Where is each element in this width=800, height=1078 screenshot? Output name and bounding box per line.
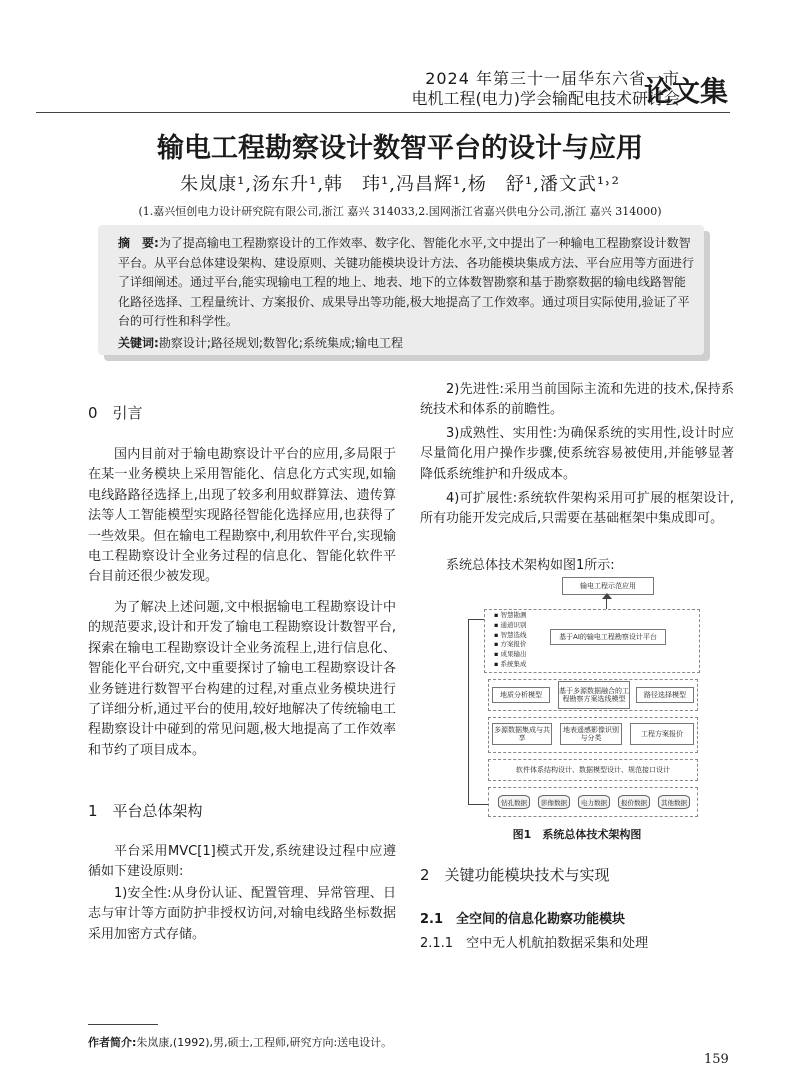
fig-data-source-quote: 报价数据 [618, 795, 650, 809]
fig-data-source-other: 其他数据 [658, 795, 690, 809]
fig-data-source-drill: 钻孔数据 [498, 795, 530, 809]
abstract-label: 摘 要: [118, 236, 159, 250]
page-number: 159 [704, 1052, 729, 1067]
section-0-paragraph-2: 为了解决上述问题,文中根据输电工程勘察设计中的规范要求,设计和开发了输电工程勘察设计数智平台,探索在输电工程勘察设计全业务流程上,进行信息化、智能化平台研究,文中重要探讨了输电工程勘察设计各业务链进行数智平台构建的过程,对重点业务模块进行了详细分析,通过平台的使用,较好地解决了传统输电工程勘察设计中碰到的常见问题,极大地提高了工作效率和节约了项目成本。 [88, 600, 396, 758]
principle-advanced: 2)先进性:采用当前国际主流和先进的技术,保持系统技术和体系的前瞻性。 [420, 382, 734, 418]
section-2-1-heading: 2.1 全空间的信息化勘察功能模块 [420, 912, 626, 927]
fig-bullet-item: ▪ 智慧勘测 [494, 611, 527, 619]
fig-bullet-item: ▪ 智慧选线 [494, 630, 527, 639]
figure-1-caption: 图1 系统总体技术架构图 [512, 828, 642, 841]
fig-arrow-up-icon [602, 593, 612, 599]
fig-image-classification: 地表遥感影像识别与分类 [560, 723, 622, 745]
footnote-text: 朱岚康,(1992),男,硕士,工程师,研究方向:送电设计。 [136, 1036, 393, 1049]
footnote-label: 作者简介: [88, 1036, 137, 1049]
fig-bullet-item: ▪ 系统集成 [494, 659, 527, 668]
footnote [88, 1034, 392, 1050]
paper-title: 输电工程勘察设计数智平台的设计与应用 [157, 133, 643, 164]
fig-design-text: 软件体系结构设计、数据模型设计、规范接口设计 [516, 766, 670, 774]
keywords [118, 334, 694, 351]
fig-path-model: 路径选择模型 [636, 687, 694, 703]
figure-1-architecture [460, 575, 700, 820]
header-conference-line1: 2024 年第三十一届华东六省一市 [425, 69, 680, 88]
fig-data-source-image: 影像数据 [538, 795, 570, 809]
abstract-text: 为了提高输电工程勘察设计的工作效率、数字化、智能化水平,文中提出了一种输电工程勘察设计数智平台。从平台总体建设架构、建设原则、关键功能模块设计方法、各功能模块集成方法、平台应用等方面进行了详细阐述。通过平台,能实现输电工程的地上、地表、地下的立体数智勘察和基于勘察数据的输电线路智能化路径选择、工程量统计、方案报价、成果导出等功能,极大地提高了工作效率。通过项目实际使用,验证了平台的可行性和科学性。 [118, 236, 695, 329]
fig-route-fusion-model: 基于多源数据融合的工程勘察方案选线模型 [558, 681, 630, 709]
paper-affiliation: (1.嘉兴恒创电力设计研究院有限公司,浙江 嘉兴 314033,2.国网浙江省嘉兴供电分公司,浙江 嘉兴 314000) [138, 205, 662, 218]
fig-bullet-item: ▪ 方案报价 [494, 640, 527, 649]
paper-authors: 朱岚康¹,汤东升¹,韩 玮¹,冯昌辉¹,杨 舒¹,潘文武¹˒² [180, 174, 620, 195]
section-1-paragraph-1: 平台采用MVC[1]模式开发,系统建设过程中应遵循如下建设原则: [88, 844, 396, 880]
section-1-heading: 1 平台总体架构 [88, 802, 203, 820]
fig-data-source-power: 电力数据 [578, 795, 610, 809]
fig-platform-box: 基于AI的输电工程勘察设计平台 [550, 629, 666, 645]
fig-left-connector-bottom [468, 804, 488, 805]
section-2-heading: 2 关键功能模块技术与实现 [420, 866, 610, 884]
abstract [118, 234, 694, 332]
header-conference-line2: 电机工程(电力)学会输配电技术研讨会 [411, 89, 680, 108]
fig-data-integration: 多源数据集成与共享 [492, 723, 552, 745]
fig-top-box: 输电工程示范应用 [562, 577, 654, 595]
section-2-1-1-heading: 2.1.1 空中无人机航拍数据采集和处理 [420, 936, 649, 951]
figure-intro: 系统总体技术架构如图1所示: [446, 558, 615, 573]
section-0-paragraph-1: 国内目前对于输电勘察设计平台的应用,多局限于在某一业务模块上采用智能化、信息化方式实现,如输电线路路径选择上,出现了较多利用蚁群算法、遗传算法等人工智能模型实现路径智能化选择应用,也获得了一些效果。但在输电工程勘察中,利用软件平台,实现输电工程勘察设计全业务过程的信息化、智能化软件平台目前还很少被发现。 [88, 447, 396, 585]
fig-bullet-list [494, 611, 526, 670]
header-rule [36, 112, 730, 113]
keywords-label: 关键词: [118, 336, 159, 350]
fig-quotation: 工程方案报价 [630, 723, 694, 745]
fig-left-connector [468, 619, 469, 805]
fig-bullet-item: ▪ 成果输出 [494, 650, 527, 659]
principle-mature: 3)成熟性、实用性:为确保系统的实用性,设计时应尽量简化用户操作步骤,使系统容易被使用,并能够显著降低系统维护和升级成本。 [420, 426, 734, 482]
fig-geology-model: 地质分析模型 [492, 687, 550, 703]
header-brand: 论文集 [643, 75, 728, 108]
fig-bullet-item: ▪ 通道识别 [494, 620, 527, 629]
section-1-paragraph-2: 1)安全性:从身份认证、配置管理、异常管理、日志与审计等方面防护非授权访问,对输电线路坐标数据采用加密方式存储。 [88, 886, 396, 942]
keywords-text: 勘察设计;路径规划;数智化;系统集成;输电工程 [158, 336, 403, 350]
fig-left-connector-top [468, 619, 484, 620]
principle-extensible: 4)可扩展性:系统软件架构采用可扩展的框架设计,所有功能开发完成后,只需要在基础框架中集成即可。 [420, 491, 734, 527]
section-0-heading: 0 引言 [88, 404, 143, 422]
footnote-rule [88, 1024, 158, 1025]
